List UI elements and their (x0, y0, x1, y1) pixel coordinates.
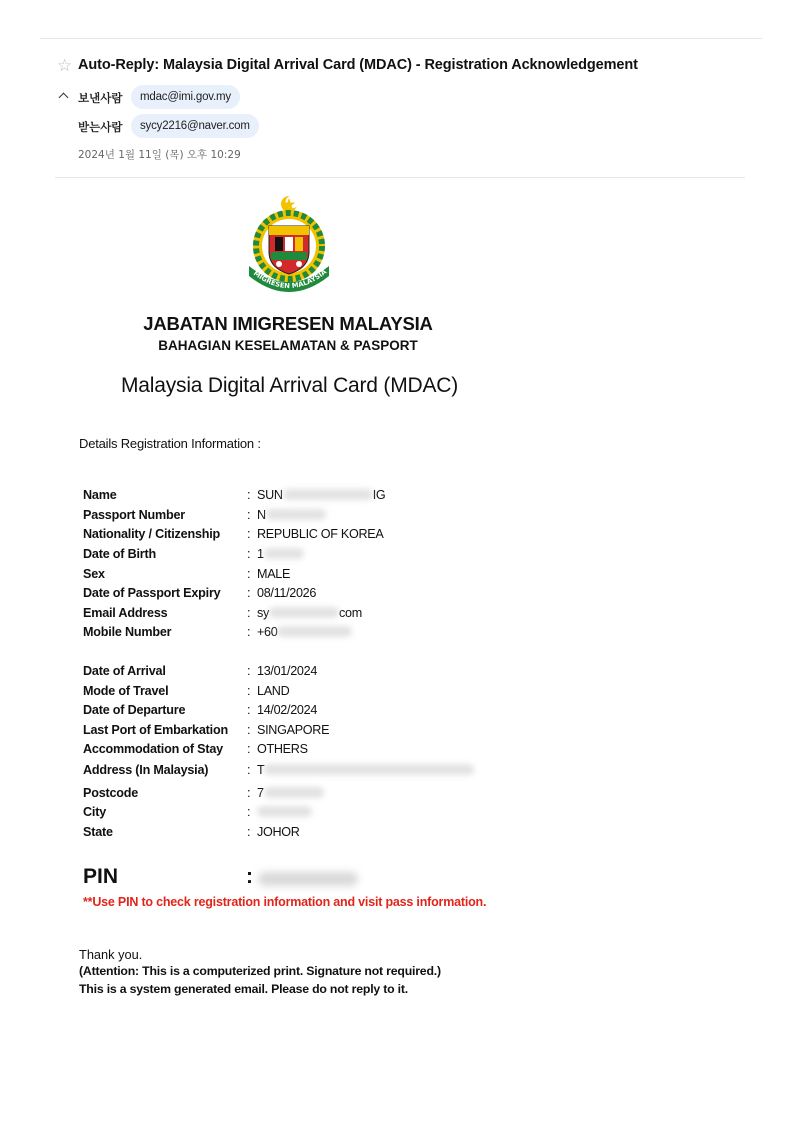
detail-value-text: N (257, 508, 266, 522)
detail-value (257, 625, 352, 639)
detail-row (83, 723, 543, 741)
detail-colon: : (247, 786, 251, 800)
detail-row (83, 488, 543, 506)
detail-value (257, 684, 289, 698)
pin-label: PIN (83, 865, 119, 888)
detail-colon: : (247, 664, 251, 678)
collapse-chevron-icon[interactable] (59, 93, 69, 103)
detail-label: Accommodation of Stay (83, 742, 223, 756)
detail-label: Mobile Number (83, 625, 172, 639)
detail-value (257, 567, 290, 581)
agency-title: JABATAN IMIGRESEN MALAYSIA (143, 313, 433, 334)
detail-value (257, 763, 474, 777)
detail-row (83, 625, 543, 643)
detail-value-text: MALE (257, 567, 291, 581)
detail-row (83, 805, 543, 823)
detail-value-text: JOHOR (257, 825, 300, 839)
detail-row (83, 664, 543, 682)
detail-label: Nationality / Citizenship (83, 527, 221, 541)
detail-label: Passport Number (83, 508, 185, 522)
redacted-blur (266, 509, 326, 520)
detail-value (257, 742, 308, 756)
detail-label: Email Address (83, 606, 168, 620)
detail-colon: : (247, 586, 251, 600)
thanks-text: Thank you. (79, 947, 143, 962)
detail-colon: : (247, 723, 251, 737)
detail-label: Sex (83, 567, 105, 581)
detail-label: Address (In Malaysia) (83, 763, 209, 777)
detail-value-text: 08/11/2026 (257, 586, 317, 600)
detail-value-text: LAND (257, 684, 290, 698)
detail-colon: : (247, 825, 251, 839)
detail-label: Last Port of Embarkation (83, 723, 228, 737)
detail-label: Date of Passport Expiry (83, 586, 221, 600)
pin-value-redacted (258, 872, 358, 886)
detail-value-text: +60 (257, 625, 278, 639)
detail-value (257, 786, 324, 800)
detail-value (257, 527, 383, 541)
detail-colon: : (247, 763, 251, 777)
detail-value (257, 508, 326, 522)
recipient-email-chip[interactable]: sycy2216@naver.com (131, 114, 259, 138)
detail-value (257, 606, 362, 620)
mail-subject: Auto-Reply: Malaysia Digital Arrival Card (MDAC) - Registration Acknowledgement (78, 57, 638, 73)
star-icon[interactable]: ☆ (57, 56, 73, 76)
detail-value-text: 13/01/2024 (257, 664, 318, 678)
pin-note: **Use PIN to check registration information and visit pass information. (83, 895, 487, 909)
detail-row (83, 825, 543, 843)
detail-colon: : (247, 508, 251, 522)
detail-colon: : (247, 805, 251, 819)
detail-value-text: 14/02/2024 (257, 703, 318, 717)
pin-colon: : (246, 865, 253, 888)
detail-value (257, 723, 329, 737)
to-label: 받는사람 (78, 120, 123, 134)
redacted-blur (257, 806, 312, 817)
redacted-blur (283, 489, 373, 500)
detail-colon: : (247, 625, 251, 639)
detail-value (257, 586, 316, 600)
detail-label: Postcode (83, 786, 139, 800)
detail-colon: : (247, 488, 251, 502)
division-title: BAHAGIAN KESELAMATAN & PASPORT (158, 338, 418, 353)
detail-row (83, 786, 543, 804)
detail-row (83, 763, 543, 781)
card-title: Malaysia Digital Arrival Card (MDAC) (121, 374, 459, 397)
detail-row (83, 742, 543, 760)
detail-value-text: T (257, 763, 265, 777)
detail-value-text: 1 (257, 547, 264, 561)
immigration-crest-logo (245, 194, 333, 294)
detail-value-text: sy (257, 606, 269, 620)
detail-value-text: SINGAPORE (257, 723, 330, 737)
top-divider (40, 38, 762, 39)
redacted-blur (264, 764, 474, 775)
detail-value (257, 805, 312, 819)
detail-label: Date of Arrival (83, 664, 166, 678)
detail-label: City (83, 805, 106, 819)
redacted-blur (269, 607, 339, 618)
detail-colon: : (247, 527, 251, 541)
redacted-blur (264, 787, 324, 798)
detail-colon: : (247, 742, 251, 756)
sender-email-chip[interactable]: mdac@imi.gov.my (131, 85, 240, 109)
header-divider (55, 177, 745, 178)
detail-value (257, 825, 300, 839)
from-label: 보낸사람 (78, 91, 123, 105)
detail-row (83, 508, 543, 526)
redacted-blur (264, 548, 304, 559)
detail-value-text: 7 (257, 786, 264, 800)
redacted-blur (277, 626, 352, 637)
detail-colon: : (247, 606, 251, 620)
detail-value-text: OTHERS (257, 742, 308, 756)
detail-row (83, 606, 543, 624)
detail-value (257, 547, 304, 561)
detail-value-text: SUN (257, 488, 283, 502)
crest-ribbon-text: MIGRESEN MALAYSIA (251, 267, 329, 291)
detail-value (257, 488, 385, 502)
detail-value-suffix: IG (372, 488, 386, 502)
detail-label: Mode of Travel (83, 684, 169, 698)
detail-row (83, 684, 543, 702)
detail-label: State (83, 825, 113, 839)
detail-row (83, 567, 543, 585)
detail-label: Date of Departure (83, 703, 186, 717)
detail-colon: : (247, 547, 251, 561)
detail-value-suffix: com (339, 606, 362, 620)
mail-date: 2024년 1월 11일 (목) 오후 10:29 (78, 149, 241, 161)
detail-colon: : (247, 684, 251, 698)
details-intro: Details Registration Information : (79, 436, 261, 451)
detail-label: Name (83, 488, 117, 502)
detail-colon: : (247, 703, 251, 717)
detail-value-text: REPUBLIC OF KOREA (257, 527, 384, 541)
detail-value (257, 664, 317, 678)
detail-value (257, 703, 317, 717)
detail-row (83, 586, 543, 604)
detail-row (83, 703, 543, 721)
system-note: This is a system generated email. Please do not reply to it. (79, 982, 409, 996)
detail-row (83, 547, 543, 565)
detail-row (83, 527, 543, 545)
detail-colon: : (247, 567, 251, 581)
attention-text: (Attention: This is a computerized print. Signature not required.) (79, 964, 441, 978)
detail-label: Date of Birth (83, 547, 156, 561)
